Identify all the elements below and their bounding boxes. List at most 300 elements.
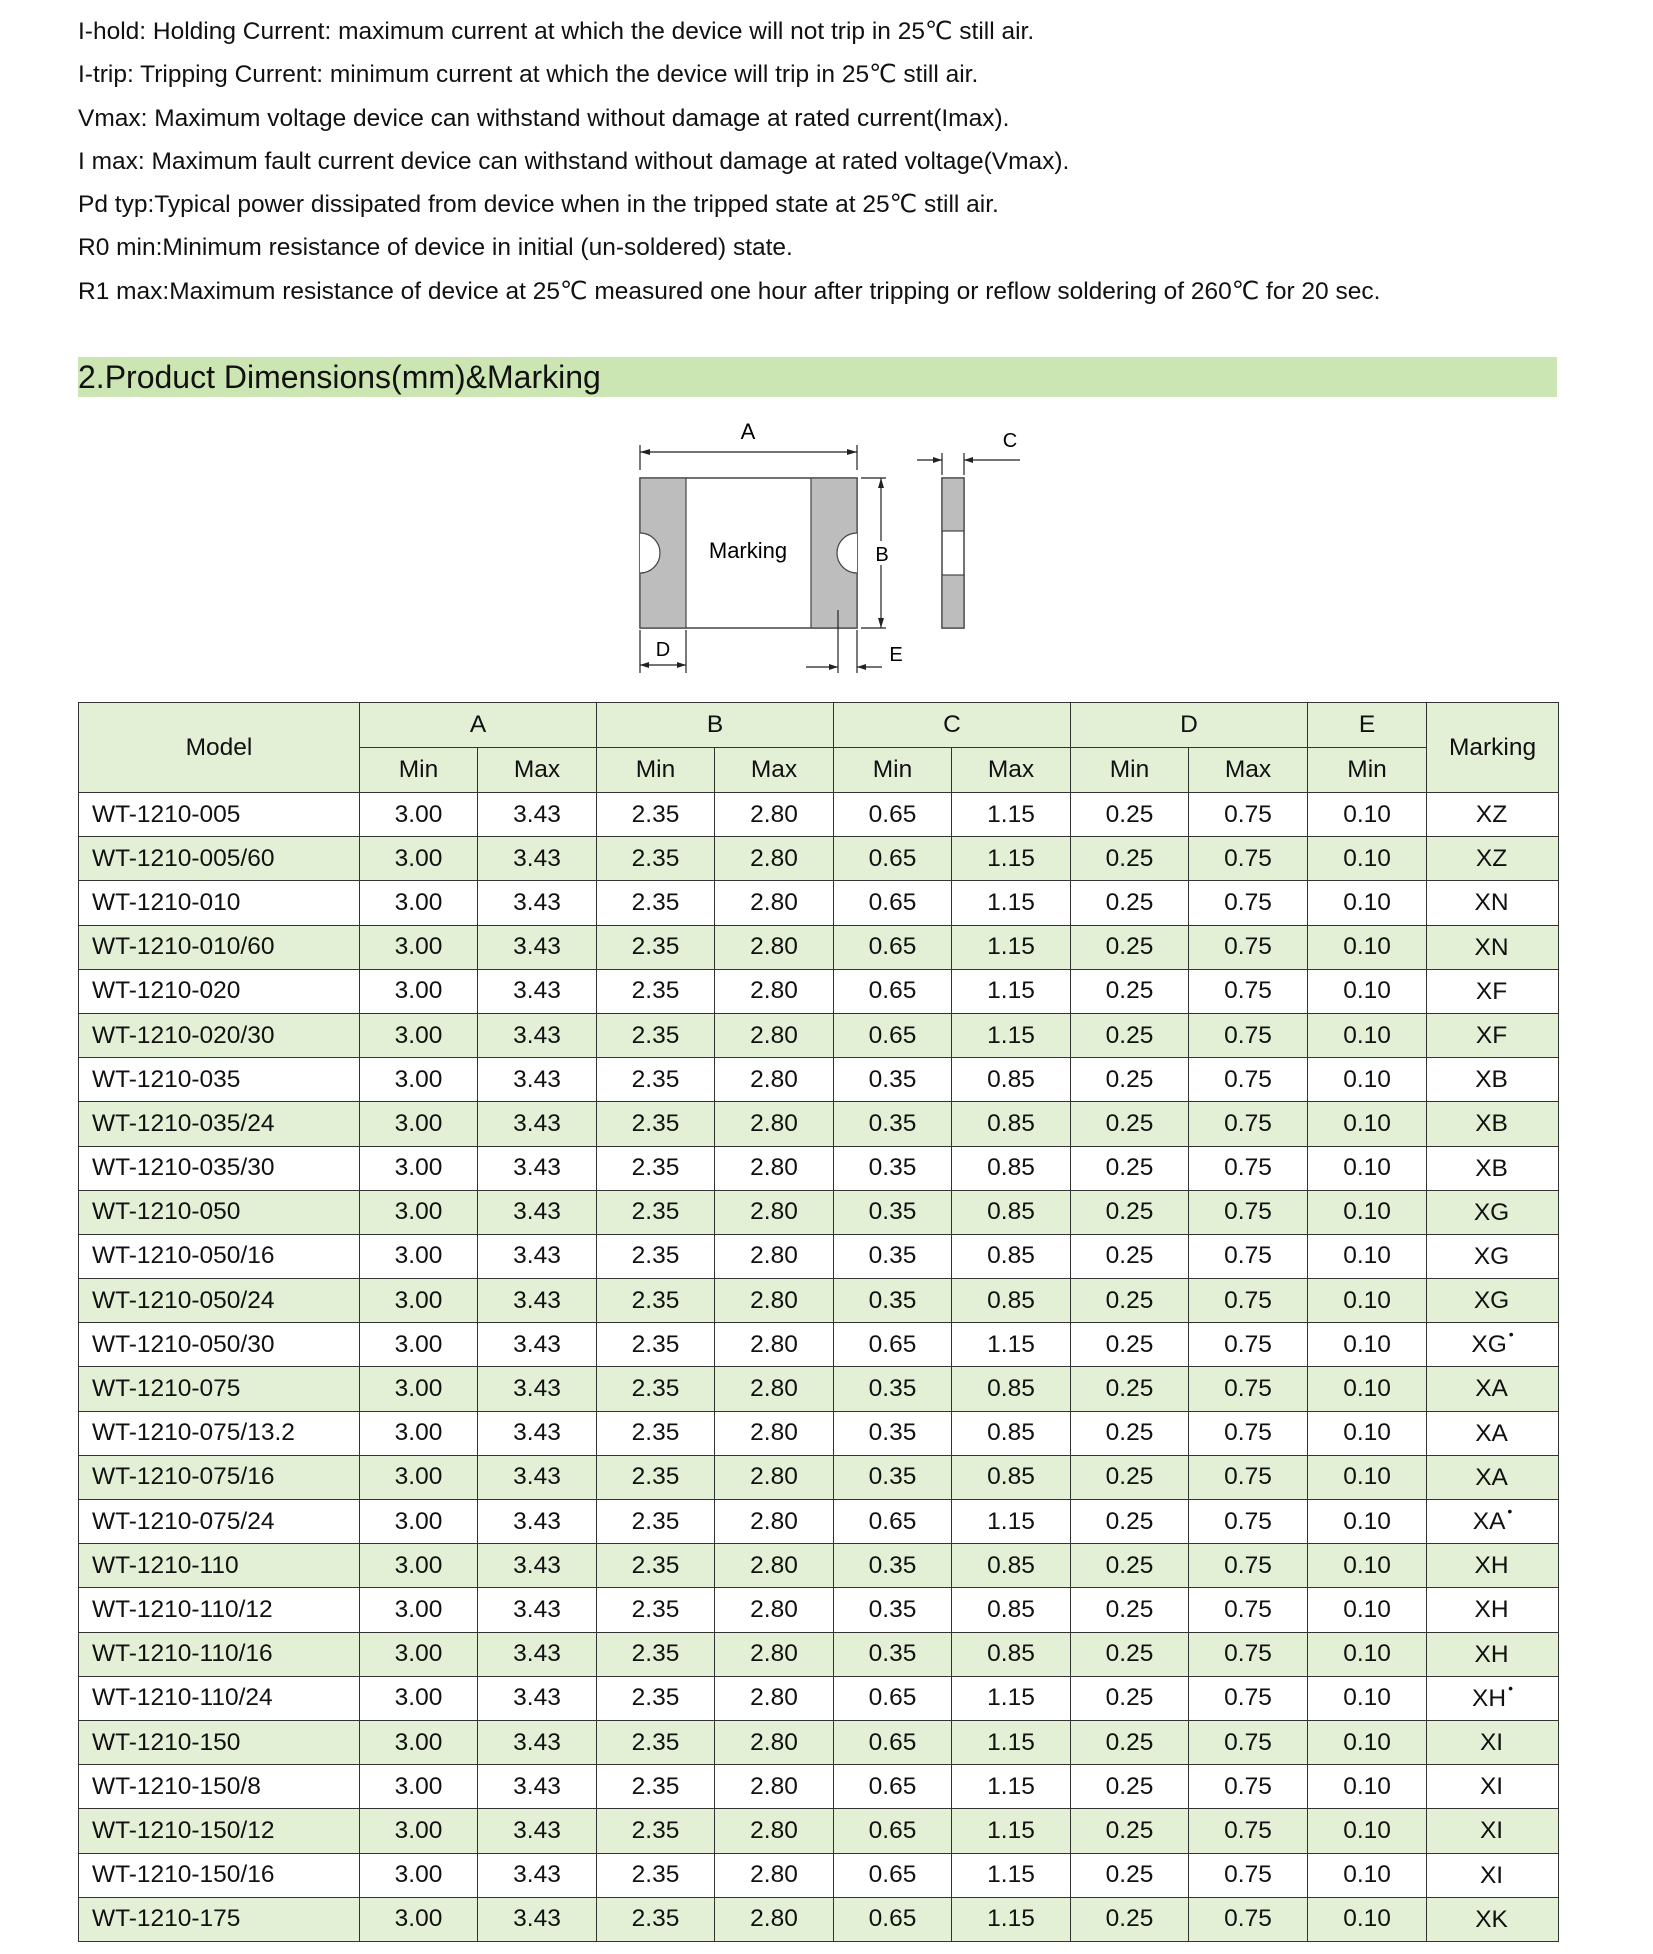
dimension-value: 0.75 bbox=[1224, 1816, 1272, 1844]
dimension-value: 0.85 bbox=[987, 1065, 1035, 1093]
cell-marking bbox=[1427, 1455, 1559, 1499]
cell-b-max bbox=[715, 1411, 834, 1455]
cell-b-max bbox=[715, 1500, 834, 1544]
dimension-value: 3.43 bbox=[513, 1551, 561, 1579]
header-e: E bbox=[1308, 703, 1427, 748]
cell-c-max bbox=[952, 881, 1071, 925]
header-c: C bbox=[834, 703, 1071, 748]
dimension-value: 0.10 bbox=[1343, 1728, 1391, 1756]
dimension-value: 0.25 bbox=[1105, 800, 1154, 828]
cell-a-max bbox=[478, 1102, 597, 1146]
cell-c-min bbox=[834, 1544, 952, 1588]
dimension-value: 0.25 bbox=[1105, 1551, 1154, 1579]
dimension-value: 2.35 bbox=[631, 1507, 680, 1535]
cell-a-min bbox=[360, 1632, 478, 1676]
cell-b-min bbox=[597, 1676, 715, 1720]
table-row bbox=[79, 1190, 1559, 1234]
model-name: WT-1210-150 bbox=[92, 1728, 241, 1756]
cell-a-max bbox=[478, 1190, 597, 1234]
model-name: WT-1210-035/30 bbox=[92, 1154, 275, 1182]
cell-d-min bbox=[1071, 1323, 1189, 1367]
dimension-value: 0.85 bbox=[987, 1463, 1035, 1491]
cell-d-min bbox=[1071, 1367, 1189, 1411]
dimension-value: 3.43 bbox=[513, 1816, 561, 1844]
cell-b-min bbox=[597, 837, 715, 881]
dimension-value: 0.25 bbox=[1105, 1507, 1154, 1535]
dimension-value: 0.10 bbox=[1343, 1198, 1391, 1226]
cell-a-min bbox=[360, 1720, 478, 1764]
dimension-value: 0.75 bbox=[1224, 1109, 1272, 1137]
dimension-value: 2.35 bbox=[631, 844, 680, 872]
dimension-value: 0.75 bbox=[1224, 1242, 1272, 1270]
cell-c-min bbox=[834, 1367, 952, 1411]
dimension-value: 0.65 bbox=[868, 844, 917, 872]
cell-e-min bbox=[1308, 837, 1427, 881]
cell-b-max bbox=[715, 1190, 834, 1234]
cell-c-min bbox=[834, 1146, 952, 1190]
dimension-value: 2.80 bbox=[750, 1242, 798, 1270]
cell-c-max bbox=[952, 793, 1071, 837]
cell-a-min bbox=[360, 1146, 478, 1190]
cell-e-min bbox=[1308, 1234, 1427, 1278]
cell-d-min bbox=[1071, 881, 1189, 925]
dimension-value: 3.00 bbox=[394, 1684, 443, 1712]
dimension-drawing bbox=[620, 415, 1040, 680]
cell-c-min bbox=[834, 881, 952, 925]
dimension-value: 0.75 bbox=[1224, 1728, 1272, 1756]
cell-d-min bbox=[1071, 1279, 1189, 1323]
cell-d-min bbox=[1071, 1234, 1189, 1278]
table-row bbox=[79, 1544, 1559, 1588]
cell-model bbox=[79, 1809, 360, 1853]
cell-b-min bbox=[597, 1367, 715, 1411]
cell-b-min bbox=[597, 1102, 715, 1146]
cell-d-max bbox=[1189, 1500, 1308, 1544]
marking-note-dot: • bbox=[1507, 1503, 1513, 1520]
table-row bbox=[79, 1323, 1559, 1367]
definition-ihold: I-hold: Holding Current: maximum current at which the device will not trip in 25℃ still air. bbox=[78, 18, 1035, 45]
dimension-value: 0.75 bbox=[1224, 933, 1272, 961]
cell-marking bbox=[1427, 1367, 1559, 1411]
cell-c-min bbox=[834, 1411, 952, 1455]
model-name: WT-1210-110 bbox=[92, 1551, 239, 1579]
dimension-value: 3.43 bbox=[513, 1065, 561, 1093]
marking-code: XK bbox=[1475, 1905, 1508, 1933]
dimension-value: 0.25 bbox=[1105, 1861, 1154, 1889]
cell-e-min bbox=[1308, 1897, 1427, 1941]
table-row bbox=[79, 1058, 1559, 1102]
cell-d-max bbox=[1189, 1765, 1308, 1809]
cell-e-min bbox=[1308, 1544, 1427, 1588]
marking-code: XB bbox=[1475, 1110, 1508, 1138]
dimension-value: 0.25 bbox=[1105, 1463, 1154, 1491]
table-row bbox=[79, 1279, 1559, 1323]
cell-d-max bbox=[1189, 1588, 1308, 1632]
cell-c-max bbox=[952, 1234, 1071, 1278]
cell-c-min bbox=[834, 1765, 952, 1809]
cell-a-max bbox=[478, 837, 597, 881]
cell-model bbox=[79, 1323, 360, 1367]
cell-c-min bbox=[834, 1676, 952, 1720]
cell-c-min bbox=[834, 1632, 952, 1676]
cell-b-min bbox=[597, 1190, 715, 1234]
dimension-value: 0.85 bbox=[987, 1109, 1035, 1137]
header-b: B bbox=[597, 703, 834, 748]
dimension-value: 0.75 bbox=[1224, 1419, 1272, 1447]
table-row bbox=[79, 1367, 1559, 1411]
marking-code: XF bbox=[1475, 977, 1508, 1005]
marking-code: XF bbox=[1475, 1022, 1508, 1050]
definition-itrip: I-trip: Tripping Current: minimum current at which the device will trip in 25℃ still air. bbox=[78, 61, 979, 89]
cell-e-min bbox=[1308, 1058, 1427, 1102]
cell-e-min bbox=[1308, 1765, 1427, 1809]
dimension-value: 3.00 bbox=[394, 1772, 443, 1800]
cell-a-max bbox=[478, 1058, 597, 1102]
cell-marking bbox=[1427, 1323, 1559, 1367]
label-a: A bbox=[740, 419, 756, 444]
dimension-value: 3.00 bbox=[394, 1419, 443, 1447]
dimension-value: 3.00 bbox=[394, 1728, 443, 1756]
cell-d-max bbox=[1189, 1411, 1308, 1455]
cell-d-min bbox=[1071, 1809, 1189, 1853]
dimension-value: 3.00 bbox=[394, 800, 443, 828]
cell-marking bbox=[1427, 925, 1559, 969]
cell-d-min bbox=[1071, 1455, 1189, 1499]
dimension-value: 2.35 bbox=[631, 1286, 680, 1314]
dimension-value: 0.65 bbox=[868, 1507, 917, 1535]
table-row bbox=[79, 925, 1559, 969]
cell-a-min bbox=[360, 1058, 478, 1102]
dimension-value: 0.10 bbox=[1343, 1816, 1391, 1844]
dimension-value: 0.65 bbox=[868, 800, 917, 828]
cell-b-max bbox=[715, 1367, 834, 1411]
dimension-value: 0.10 bbox=[1343, 1375, 1391, 1403]
dimension-value: 1.15 bbox=[987, 1684, 1035, 1712]
cell-model bbox=[79, 1013, 360, 1057]
cell-a-max bbox=[478, 969, 597, 1013]
table-row bbox=[79, 1234, 1559, 1278]
dimension-value: 2.80 bbox=[750, 1728, 798, 1756]
cell-d-max bbox=[1189, 793, 1308, 837]
cell-a-min bbox=[360, 1190, 478, 1234]
dimension-value: 0.10 bbox=[1343, 1684, 1391, 1712]
cell-b-max bbox=[715, 1765, 834, 1809]
cell-c-min bbox=[834, 1720, 952, 1764]
model-name: WT-1210-020 bbox=[92, 977, 241, 1005]
cell-a-max bbox=[478, 1897, 597, 1941]
cell-e-min bbox=[1308, 1720, 1427, 1764]
dimension-value: 3.43 bbox=[513, 933, 561, 961]
cell-b-max bbox=[715, 1632, 834, 1676]
cell-d-max bbox=[1189, 1190, 1308, 1234]
cell-marking bbox=[1427, 1013, 1559, 1057]
dimension-value: 2.80 bbox=[750, 1861, 798, 1889]
cell-c-min bbox=[834, 1058, 952, 1102]
dimension-value: 0.35 bbox=[868, 1595, 917, 1623]
cell-b-min bbox=[597, 1765, 715, 1809]
cell-c-max bbox=[952, 1544, 1071, 1588]
dimension-value: 0.25 bbox=[1105, 1419, 1154, 1447]
cell-b-max bbox=[715, 1809, 834, 1853]
label-e: E bbox=[889, 644, 903, 666]
dimension-value: 0.75 bbox=[1224, 1551, 1272, 1579]
dimension-value: 2.35 bbox=[631, 1772, 680, 1800]
cell-marking bbox=[1427, 1853, 1559, 1897]
dimension-value: 3.00 bbox=[394, 1109, 443, 1137]
cell-marking bbox=[1427, 881, 1559, 925]
cell-b-min bbox=[597, 1058, 715, 1102]
dimension-value: 0.10 bbox=[1343, 1595, 1391, 1623]
dimension-value: 0.25 bbox=[1105, 1242, 1154, 1270]
cell-a-max bbox=[478, 1632, 597, 1676]
dimension-value: 2.80 bbox=[750, 1507, 798, 1535]
dimension-value: 0.10 bbox=[1343, 1419, 1391, 1447]
cell-b-max bbox=[715, 1676, 834, 1720]
model-name: WT-1210-110/12 bbox=[92, 1595, 273, 1623]
dimension-value: 0.10 bbox=[1343, 1021, 1391, 1049]
table-row bbox=[79, 1500, 1559, 1544]
model-name: WT-1210-050/16 bbox=[92, 1242, 275, 1270]
cell-c-min bbox=[834, 1190, 952, 1234]
dimension-value: 0.25 bbox=[1105, 1198, 1154, 1226]
model-name: WT-1210-035 bbox=[92, 1065, 241, 1093]
cell-b-max bbox=[715, 793, 834, 837]
marking-code: XI bbox=[1479, 1773, 1504, 1801]
definition-r0: R0 min:Minimum resistance of device in initial (un-soldered) state. bbox=[78, 234, 793, 262]
label-b: B bbox=[875, 544, 889, 566]
dimension-value: 2.35 bbox=[631, 1419, 680, 1447]
dimension-value: 0.65 bbox=[868, 1021, 917, 1049]
dimension-value: 0.75 bbox=[1224, 1861, 1272, 1889]
dimension-value: 1.15 bbox=[987, 1772, 1035, 1800]
dimension-value: 3.43 bbox=[513, 1286, 561, 1314]
model-name: WT-1210-110/24 bbox=[92, 1684, 273, 1712]
dimension-value: 2.80 bbox=[750, 1065, 798, 1093]
cell-a-max bbox=[478, 1013, 597, 1057]
cell-b-max bbox=[715, 1588, 834, 1632]
cell-a-min bbox=[360, 1279, 478, 1323]
cell-b-min bbox=[597, 881, 715, 925]
cell-d-max bbox=[1189, 1676, 1308, 1720]
cell-marking bbox=[1427, 837, 1559, 881]
dimension-value: 2.80 bbox=[750, 1021, 798, 1049]
header-a: A bbox=[360, 703, 597, 748]
model-name: WT-1210-050 bbox=[92, 1198, 241, 1226]
header-b-max: Max bbox=[715, 748, 834, 793]
cell-a-max bbox=[478, 1588, 597, 1632]
cell-b-max bbox=[715, 837, 834, 881]
dimension-value: 0.25 bbox=[1105, 1595, 1154, 1623]
dimension-value: 0.75 bbox=[1224, 1595, 1272, 1623]
cell-a-min bbox=[360, 1765, 478, 1809]
section-header bbox=[78, 357, 1557, 397]
header-d-min: Min bbox=[1071, 748, 1189, 793]
cell-b-max bbox=[715, 1279, 834, 1323]
cell-a-min bbox=[360, 1809, 478, 1853]
dimension-value: 0.85 bbox=[987, 1286, 1035, 1314]
dimension-value: 1.15 bbox=[987, 1507, 1035, 1535]
cell-c-min bbox=[834, 793, 952, 837]
dimension-value: 0.10 bbox=[1343, 977, 1391, 1005]
cell-model bbox=[79, 1146, 360, 1190]
cell-d-min bbox=[1071, 837, 1189, 881]
dimension-value: 0.25 bbox=[1105, 888, 1154, 916]
dimension-value: 3.00 bbox=[394, 1816, 443, 1844]
dimension-value: 2.35 bbox=[631, 800, 680, 828]
cell-a-min bbox=[360, 1234, 478, 1278]
cell-b-min bbox=[597, 1897, 715, 1941]
dimension-value: 0.10 bbox=[1343, 1640, 1391, 1668]
dimension-value: 3.43 bbox=[513, 1772, 561, 1800]
dimension-value: 0.65 bbox=[868, 1772, 917, 1800]
dimension-value: 0.75 bbox=[1224, 844, 1272, 872]
dimension-value: 3.43 bbox=[513, 1507, 561, 1535]
table-row bbox=[79, 1588, 1559, 1632]
cell-b-max bbox=[715, 1323, 834, 1367]
cell-c-min bbox=[834, 1323, 952, 1367]
model-name: WT-1210-020/30 bbox=[92, 1021, 275, 1049]
dimension-value: 2.35 bbox=[631, 977, 680, 1005]
cell-b-min bbox=[597, 1588, 715, 1632]
cell-model bbox=[79, 1632, 360, 1676]
marking-code: XN bbox=[1474, 889, 1509, 917]
cell-marking bbox=[1427, 793, 1559, 837]
cell-e-min bbox=[1308, 1013, 1427, 1057]
dimension-value: 0.25 bbox=[1105, 1330, 1154, 1358]
dimension-value: 2.35 bbox=[631, 1861, 680, 1889]
dimension-value: 0.10 bbox=[1343, 1463, 1391, 1491]
dimension-value: 2.80 bbox=[750, 1375, 798, 1403]
cell-a-min bbox=[360, 1853, 478, 1897]
cell-c-min bbox=[834, 969, 952, 1013]
model-name: WT-1210-110/16 bbox=[92, 1640, 273, 1668]
dimension-value: 3.00 bbox=[394, 1286, 443, 1314]
cell-e-min bbox=[1308, 1809, 1427, 1853]
dimension-value: 0.85 bbox=[987, 1154, 1035, 1182]
dimension-value: 0.10 bbox=[1343, 1772, 1391, 1800]
dimension-value: 0.85 bbox=[987, 1198, 1035, 1226]
cell-a-max bbox=[478, 1367, 597, 1411]
cell-c-max bbox=[952, 837, 1071, 881]
dimension-value: 0.75 bbox=[1224, 1507, 1272, 1535]
dimension-value: 0.65 bbox=[868, 977, 917, 1005]
dimension-value: 0.75 bbox=[1224, 1021, 1272, 1049]
table-row bbox=[79, 793, 1559, 837]
cell-model bbox=[79, 881, 360, 925]
table-row bbox=[79, 1765, 1559, 1809]
dimension-value: 3.00 bbox=[394, 1198, 443, 1226]
dimension-value: 2.35 bbox=[631, 1330, 680, 1358]
dimension-value: 3.43 bbox=[513, 1463, 561, 1491]
cell-model bbox=[79, 1853, 360, 1897]
dimension-value: 0.75 bbox=[1224, 977, 1272, 1005]
marking-code: XB bbox=[1475, 1066, 1508, 1094]
dimension-value: 2.35 bbox=[631, 888, 680, 916]
marking-code: XG bbox=[1473, 1287, 1510, 1315]
dimension-value: 3.00 bbox=[394, 1861, 443, 1889]
cell-b-min bbox=[597, 1544, 715, 1588]
cell-c-max bbox=[952, 1279, 1071, 1323]
marking-code: XG bbox=[1473, 1198, 1510, 1226]
cell-e-min bbox=[1308, 969, 1427, 1013]
cell-e-min bbox=[1308, 1500, 1427, 1544]
cell-d-max bbox=[1189, 1013, 1308, 1057]
cell-b-min bbox=[597, 793, 715, 837]
dimension-value: 3.43 bbox=[513, 1595, 561, 1623]
dimension-value: 0.35 bbox=[868, 1551, 917, 1579]
dimension-value: 2.80 bbox=[750, 933, 798, 961]
dimension-value: 2.80 bbox=[750, 977, 798, 1005]
cell-a-min bbox=[360, 881, 478, 925]
dimension-value: 3.43 bbox=[513, 1861, 561, 1889]
dimension-value: 0.25 bbox=[1105, 1154, 1154, 1182]
dimension-value: 3.43 bbox=[513, 1198, 561, 1226]
dimension-value: 2.80 bbox=[750, 1551, 798, 1579]
cell-marking bbox=[1427, 1809, 1559, 1853]
cell-model bbox=[79, 1102, 360, 1146]
dimension-value: 3.43 bbox=[513, 1242, 561, 1270]
cell-marking bbox=[1427, 969, 1559, 1013]
cell-d-min bbox=[1071, 1720, 1189, 1764]
cell-c-min bbox=[834, 925, 952, 969]
cell-a-min bbox=[360, 1897, 478, 1941]
dimension-value: 2.35 bbox=[631, 1242, 680, 1270]
dimension-value: 3.43 bbox=[513, 888, 561, 916]
header-c-max: Max bbox=[952, 748, 1071, 793]
cell-marking bbox=[1427, 1500, 1559, 1544]
cell-e-min bbox=[1308, 1411, 1427, 1455]
dimension-value: 3.43 bbox=[513, 800, 561, 828]
dimension-value: 0.75 bbox=[1224, 1905, 1272, 1933]
dimension-value: 1.15 bbox=[987, 977, 1035, 1005]
model-name: WT-1210-010/60 bbox=[92, 933, 275, 961]
dimension-value: 3.43 bbox=[513, 1419, 561, 1447]
cell-e-min bbox=[1308, 1676, 1427, 1720]
header-d: D bbox=[1071, 703, 1308, 748]
dimension-value: 2.35 bbox=[631, 1198, 680, 1226]
cell-d-min bbox=[1071, 1500, 1189, 1544]
dimension-value: 2.80 bbox=[750, 1330, 798, 1358]
marking-code: XI bbox=[1479, 1729, 1504, 1757]
model-name: WT-1210-075/13.2 bbox=[92, 1419, 295, 1447]
label-c: C bbox=[1002, 430, 1018, 452]
dimension-value: 0.75 bbox=[1224, 1154, 1272, 1182]
marking-code: XH bbox=[1474, 1552, 1509, 1580]
cell-e-min bbox=[1308, 1102, 1427, 1146]
dimension-value: 3.43 bbox=[513, 1154, 561, 1182]
cell-c-max bbox=[952, 1367, 1071, 1411]
dimension-value: 0.75 bbox=[1224, 800, 1272, 828]
cell-c-max bbox=[952, 1720, 1071, 1764]
cell-e-min bbox=[1308, 881, 1427, 925]
dimension-value: 0.85 bbox=[987, 1419, 1035, 1447]
dimension-value: 2.35 bbox=[631, 1640, 680, 1668]
cell-c-min bbox=[834, 1234, 952, 1278]
dimension-value: 3.00 bbox=[394, 1507, 443, 1535]
dimension-value: 3.00 bbox=[394, 1242, 443, 1270]
cell-model bbox=[79, 1544, 360, 1588]
dimension-value: 2.35 bbox=[631, 1065, 680, 1093]
dimension-value: 2.35 bbox=[631, 1684, 680, 1712]
dimension-value: 0.35 bbox=[868, 1375, 917, 1403]
cell-a-max bbox=[478, 1411, 597, 1455]
dimension-value: 0.85 bbox=[987, 1551, 1035, 1579]
cell-d-min bbox=[1071, 1765, 1189, 1809]
cell-marking bbox=[1427, 1676, 1559, 1720]
dimension-value: 2.35 bbox=[631, 1109, 680, 1137]
cell-c-max bbox=[952, 1455, 1071, 1499]
cell-model bbox=[79, 793, 360, 837]
